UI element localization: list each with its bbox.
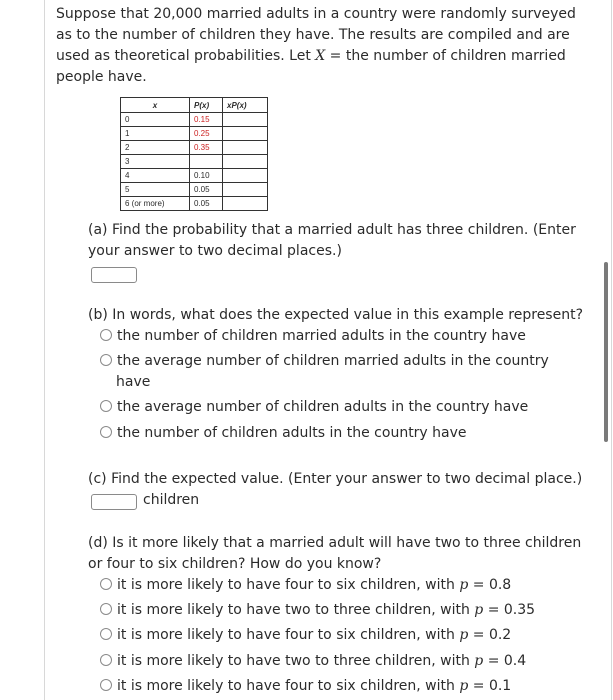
radio-button-icon[interactable] [100, 628, 112, 640]
part-b-option-2[interactable]: the average number of children married adults in the country have [100, 351, 576, 393]
cell-x: 6 (or more) [121, 197, 190, 211]
part-d-option-3[interactable]: it is more likely to have four to six children, with p = 0.2 [100, 625, 570, 646]
cell-x: 4 [121, 169, 190, 183]
part-d-question: (d) Is it more likely that a married adult will have two to three children or four to six children? How do you know? [88, 535, 582, 572]
cell-xpx [223, 183, 268, 197]
table-header-row [121, 98, 268, 113]
cell-xpx [223, 141, 268, 155]
header-px: P(x) [190, 98, 223, 113]
vertical-scrollbar[interactable] [604, 262, 608, 442]
table-row [121, 183, 268, 197]
radio-button-icon[interactable] [100, 679, 112, 691]
cell-x: 1 [121, 127, 190, 141]
cell-xpx [223, 169, 268, 183]
cell-px: 0.10 [190, 169, 223, 183]
cell-xpx [223, 197, 268, 211]
header-xpx: xP(x) [223, 98, 268, 113]
cell-px: 0.05 [190, 183, 223, 197]
part-d-option-4[interactable]: it is more likely to have two to three children, with p = 0.4 [100, 651, 570, 672]
radio-button-icon[interactable] [100, 578, 112, 590]
part-d-option-1[interactable]: it is more likely to have four to six children, with p = 0.8 [100, 575, 570, 596]
cell-x: 5 [121, 183, 190, 197]
header-x: x [121, 98, 190, 113]
probability-table [120, 97, 268, 211]
cell-x: 2 [121, 141, 190, 155]
part-c-question: (c) Find the expected value. (Enter your answer to two decimal place.) [88, 471, 583, 487]
table-row [121, 169, 268, 183]
radio-button-icon[interactable] [100, 426, 112, 438]
cell-px: 0.35 [190, 141, 223, 155]
table-row [121, 141, 268, 155]
part-b-option-1[interactable]: the number of children married adults in the country have [100, 326, 570, 347]
radio-button-icon[interactable] [100, 603, 112, 615]
radio-button-icon[interactable] [100, 654, 112, 666]
radio-button-icon[interactable] [100, 400, 112, 412]
part-d-option-2[interactable]: it is more likely to have two to three children, with p = 0.35 [100, 600, 570, 621]
part-c-unit-label: children [143, 492, 200, 508]
table-row [121, 197, 268, 211]
part-a-answer-input[interactable] [91, 267, 137, 283]
cell-px: 0.15 [190, 113, 223, 127]
problem-statement: Suppose that 20,000 married adults in a country were randomly surveyed as to the number of children they have. The results are compiled and are used as theoretical probabilities. Let X = the number of children married people have. [56, 6, 576, 85]
part-b-option-3[interactable]: the average number of children adults in the country have [100, 397, 570, 418]
cell-px: 0.25 [190, 127, 223, 141]
cell-x: 0 [121, 113, 190, 127]
part-b-option-4[interactable]: the number of children adults in the country have [100, 423, 570, 444]
cell-xpx [223, 113, 268, 127]
table-row [121, 113, 268, 127]
cell-px: 0.05 [190, 197, 223, 211]
radio-button-icon[interactable] [100, 329, 112, 341]
part-d-option-5[interactable]: it is more likely to have four to six children, with p = 0.1 [100, 676, 570, 697]
part-a-question: (a) Find the probability that a married adult has three children. (Enter your answer to two decimal places.) [88, 222, 576, 259]
cell-px [190, 155, 223, 169]
cell-xpx [223, 155, 268, 169]
table-row [121, 127, 268, 141]
part-b-question: (b) In words, what does the expected value in this example represent? [88, 307, 584, 323]
radio-button-icon[interactable] [100, 354, 112, 366]
cell-xpx [223, 127, 268, 141]
table-row [121, 155, 268, 169]
cell-x: 3 [121, 155, 190, 169]
part-c-answer-input[interactable] [91, 494, 137, 510]
